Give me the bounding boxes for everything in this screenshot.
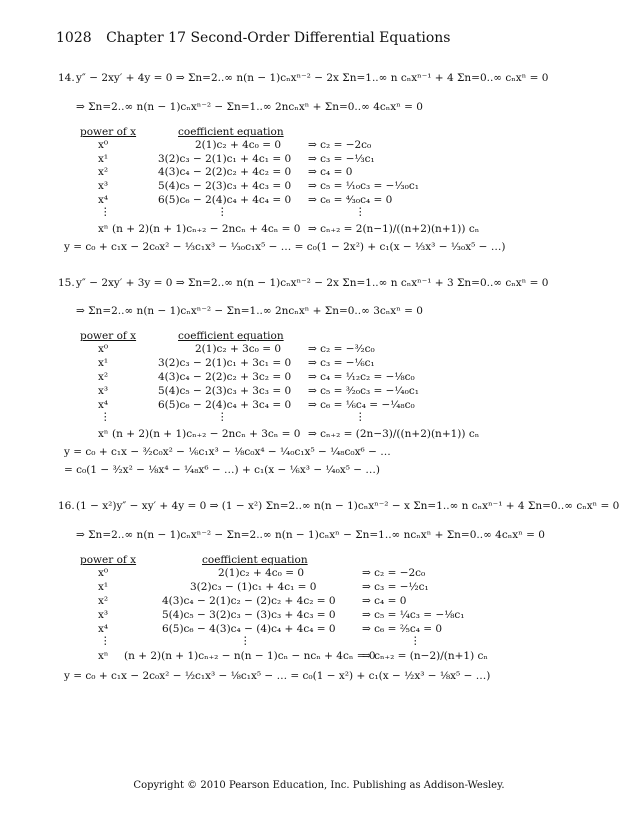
ellipsis-power: ⋮: [100, 206, 111, 218]
table-header-coef: coefficient equation: [202, 554, 308, 566]
row-power: x²: [98, 371, 109, 383]
row-power: x⁰: [98, 567, 109, 579]
row-result: ⇒ cₙ₊₂ = 2(n−1)/((n+2)(n+1)) cₙ: [308, 223, 480, 235]
page-header: [56, 30, 450, 46]
row-equation: 2(1)c₂ + 4c₀ = 0: [218, 567, 305, 579]
ellipsis-power: ⋮: [100, 635, 111, 647]
row-result: ⇒ c₃ = −½c₁: [362, 581, 429, 593]
row-equation: 4(3)c₄ − 2(1)c₂ − (2)c₂ + 4c₂ = 0: [162, 595, 336, 607]
row-power: x¹: [98, 153, 109, 165]
row-equation: 5(4)c₅ − 3(2)c₃ − (3)c₃ + 4c₃ = 0: [162, 609, 336, 621]
problem-16-equation: 16.(1 − x²)y″ − xy′ + 4y = 0 ⇒ (1 − x²) Σn=2..∞ n(n − 1)cₙxⁿ⁻² − x Σn=1..∞ n cₙxⁿ⁻¹ + 4 Σn=0..∞ cₙxⁿ = 0: [58, 500, 620, 512]
problem-15-equation: 15.y″ − 2xy′ + 3y = 0 ⇒ Σn=2..∞ n(n − 1)cₙxⁿ⁻² − 2x Σn=1..∞ n cₙxⁿ⁻¹ + 3 Σn=0..∞ cₙxⁿ = 0: [58, 277, 549, 289]
problem-14-equation: 14.y″ − 2xy′ + 4y = 0 ⇒ Σn=2..∞ n(n − 1)cₙxⁿ⁻² − 2x Σn=1..∞ n cₙxⁿ⁻¹ + 4 Σn=0..∞ cₙxⁿ = 0: [58, 72, 549, 84]
row-power: x³: [98, 180, 109, 192]
table-header-coef: coefficient equation: [178, 126, 284, 138]
ellipsis-result: ⋮: [355, 206, 366, 218]
ellipsis-equation: ⋮: [217, 411, 228, 423]
table-header-power: power of x: [80, 126, 137, 138]
row-power: x⁴: [98, 194, 109, 206]
row-power: xⁿ: [98, 428, 109, 440]
table-header-coef: coefficient equation: [178, 330, 284, 342]
row-result: ⇒ cₙ₊₂ = (2n−3)/((n+2)(n+1)) cₙ: [308, 428, 480, 440]
row-result: ⇒ c₂ = −2c₀: [308, 139, 372, 151]
problem-15-step2: ⇒ Σn=2..∞ n(n − 1)cₙxⁿ⁻² − Σn=1..∞ 2ncₙxⁿ + Σn=0..∞ 3cₙxⁿ = 0: [76, 305, 423, 317]
row-power: x¹: [98, 581, 109, 593]
problem-14-step2: ⇒ Σn=2..∞ n(n − 1)cₙxⁿ⁻² − Σn=1..∞ 2ncₙxⁿ + Σn=0..∞ 4cₙxⁿ = 0: [76, 101, 423, 113]
row-result: ⇒ c₆ = ⅙c₄ = −¹⁄₄₈c₀: [308, 399, 415, 411]
row-result: ⇒ c₅ = ¹⁄₁₀c₃ = −¹⁄₃₀c₁: [308, 180, 419, 192]
problem-16-solution: y = c₀ + c₁x − 2c₀x² − ½c₁x³ − ⅛c₁x⁵ − … = c₀(1 − x²) + c₁(x − ½x³ − ⅛x⁵ − …): [64, 670, 491, 682]
row-power: x¹: [98, 357, 109, 369]
row-power: x³: [98, 609, 109, 621]
row-equation: 4(3)c₄ − 2(2)c₂ + 3c₂ = 0: [158, 371, 292, 383]
row-power: x⁰: [98, 343, 109, 355]
table-header-power: power of x: [80, 330, 137, 342]
row-power: x⁴: [98, 623, 109, 635]
chapter-title: Chapter 17 Second-Order Differential Equations: [106, 30, 451, 46]
problem-16-step2: ⇒ Σn=2..∞ n(n − 1)cₙxⁿ⁻² − Σn=2..∞ n(n − 1)cₙxⁿ − Σn=1..∞ ncₙxⁿ + Σn=0..∞ 4cₙxⁿ = 0: [76, 529, 545, 541]
problem-15-solution-line1: y = c₀ + c₁x − ³⁄₂c₀x² − ⅙c₁x³ − ⅛c₀x⁴ − ¹⁄₄₀c₁x⁵ − ¹⁄₄₈c₀x⁶ − …: [64, 446, 391, 458]
ellipsis-power: ⋮: [100, 411, 111, 423]
row-equation: 3(2)c₃ − 2(1)c₁ + 4c₁ = 0: [158, 153, 292, 165]
row-power: x⁴: [98, 399, 109, 411]
page-number: 1028: [56, 30, 92, 46]
row-equation: (n + 2)(n + 1)cₙ₊₂ − 2ncₙ + 4cₙ = 0: [112, 223, 301, 235]
row-equation: 6(5)c₆ − 4(3)c₄ − (4)c₄ + 4c₄ = 0: [162, 623, 336, 635]
row-equation: 5(4)c₅ − 2(3)c₃ + 3c₃ = 0: [158, 385, 292, 397]
row-result: ⇒ c₃ = −⅙c₁: [308, 357, 375, 369]
row-result: ⇒ c₂ = −³⁄₂c₀: [308, 343, 375, 355]
row-power: x²: [98, 166, 109, 178]
row-equation: 5(4)c₅ − 2(3)c₃ + 4c₃ = 0: [158, 180, 292, 192]
row-result: ⇒ c₆ = ⁴⁄₃₀c₄ = 0: [308, 194, 393, 206]
row-equation: (n + 2)(n + 1)cₙ₊₂ − n(n − 1)cₙ − ncₙ + 4cₙ = 0: [124, 650, 376, 662]
problem-14-solution: y = c₀ + c₁x − 2c₀x² − ⅓c₁x³ − ¹⁄₃₀c₁x⁵ − … = c₀(1 − 2x²) + c₁(x − ⅓x³ − ¹⁄₃₀x⁵ − …): [64, 241, 506, 253]
row-power: x⁰: [98, 139, 109, 151]
row-result: ⇒ c₅ = ³⁄₂₀c₃ = −¹⁄₄₀c₁: [308, 385, 419, 397]
row-equation: 2(1)c₂ + 3c₀ = 0: [195, 343, 282, 355]
row-equation: 3(2)c₃ − 2(1)c₁ + 3c₁ = 0: [158, 357, 292, 369]
row-result: ⇒ c₄ = ¹⁄₁₂c₂ = −⅛c₀: [308, 371, 415, 383]
row-equation: 2(1)c₂ + 4c₀ = 0: [195, 139, 282, 151]
row-equation: (n + 2)(n + 1)cₙ₊₂ − 2ncₙ + 3cₙ = 0: [112, 428, 301, 440]
row-result: ⇒ c₃ = −⅓c₁: [308, 153, 375, 165]
row-equation: 4(3)c₄ − 2(2)c₂ + 4c₂ = 0: [158, 166, 292, 178]
ellipsis-result: ⋮: [355, 411, 366, 423]
row-equation: 6(5)c₆ − 2(4)c₄ + 4c₄ = 0: [158, 194, 292, 206]
copyright-footer: Copyright © 2010 Pearson Education, Inc. Publishing as Addison-Wesley.: [133, 780, 505, 791]
ellipsis-result: ⋮: [410, 635, 421, 647]
row-result: ⇒ c₅ = ¼c₃ = −⅛c₁: [362, 609, 465, 621]
row-result: ⇒ c₂ = −2c₀: [362, 567, 426, 579]
row-equation: 3(2)c₃ − (1)c₁ + 4c₁ = 0: [190, 581, 317, 593]
problem-15-solution-line2: = c₀(1 − ³⁄₂x² − ⅛x⁴ − ¹⁄₄₈x⁶ − …) + c₁(x − ⅙x³ − ¹⁄₄₀x⁵ − …): [64, 464, 381, 476]
row-result: ⇒ c₄ = 0: [308, 166, 353, 178]
row-power: x²: [98, 595, 109, 607]
table-header-power: power of x: [80, 554, 137, 566]
row-equation: 6(5)c₆ − 2(4)c₄ + 3c₄ = 0: [158, 399, 292, 411]
row-power: xⁿ: [98, 223, 109, 235]
ellipsis-equation: ⋮: [240, 635, 251, 647]
row-result: ⇒ c₄ = 0: [362, 595, 407, 607]
row-power: x³: [98, 385, 109, 397]
row-power: xⁿ: [98, 650, 109, 662]
row-result: ⇒ c₆ = ²⁄₅c₄ = 0: [362, 623, 443, 635]
ellipsis-equation: ⋮: [217, 206, 228, 218]
row-result: ⇒ cₙ₊₂ = (n−2)/(n+1) cₙ: [362, 650, 488, 662]
